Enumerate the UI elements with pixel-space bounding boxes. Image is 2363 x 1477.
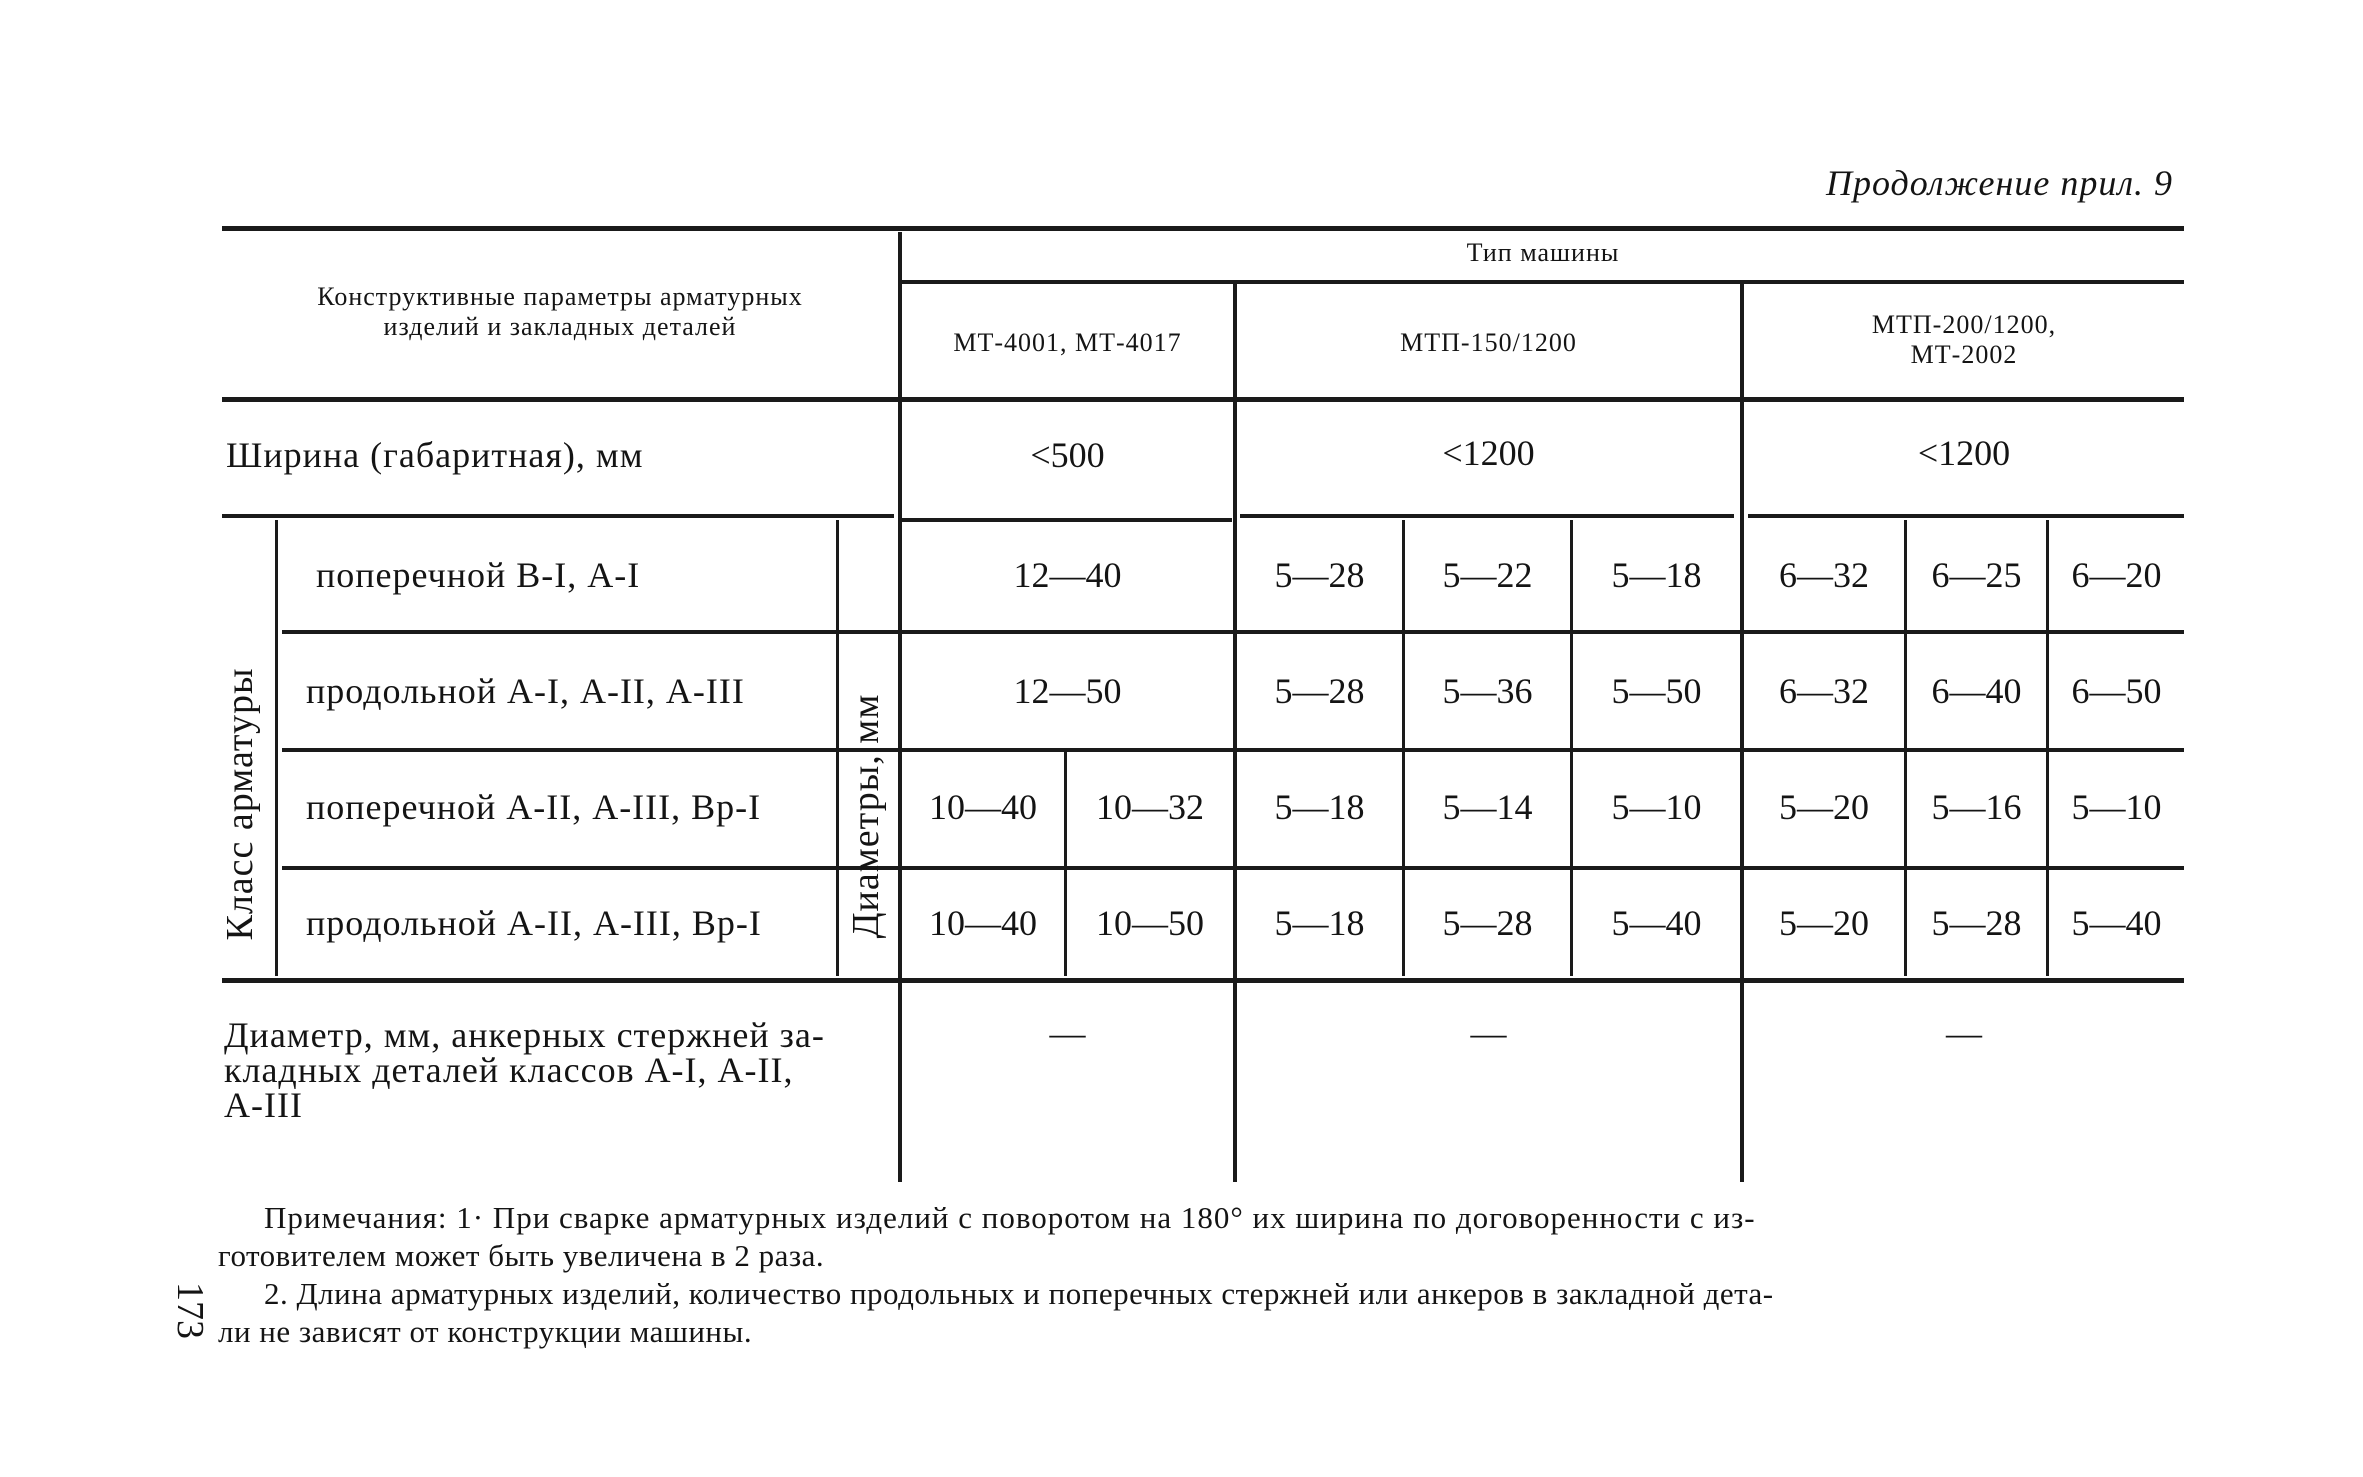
note-line: ли не зависят от конструкции машины. — [218, 1314, 753, 1349]
width-value-mtp150: <1200 — [1442, 433, 1535, 473]
table-cell: 5—28 — [1274, 671, 1365, 711]
row-label: продольной А-II, А-III, Вр-I — [306, 903, 762, 943]
table-top-rule — [222, 226, 2184, 231]
table-cell: 10—50 — [1096, 903, 1204, 943]
table-cell: 12—40 — [1013, 555, 1122, 595]
table-cell: 5—20 — [1779, 903, 1869, 943]
table-cell: 6—25 — [1931, 555, 2022, 595]
table-cell: 12—50 — [1013, 671, 1122, 711]
table-cell: 5—16 — [1931, 787, 2022, 827]
machine-header-mtp200 — [1744, 310, 2184, 370]
anchor-value-mtp200: — — [1946, 1013, 1982, 1053]
anchor-value-mt4001: — — [1049, 1013, 1086, 1053]
table-cell: 10—40 — [929, 903, 1037, 943]
width-value-mt4001: <500 — [1030, 435, 1105, 475]
header-bottom-rule — [222, 397, 2184, 402]
table-cell: 5—40 — [2071, 903, 2162, 943]
width-row-rule-c — [1748, 514, 2184, 518]
rows-bottom-rule — [222, 978, 2184, 983]
param-header-line: Конструктивные параметры арматурных — [317, 282, 803, 311]
table-cell: 5—18 — [1274, 903, 1365, 943]
table-cell: 5—28 — [1274, 555, 1365, 595]
machine-header-line: МТП-150/1200 — [1400, 328, 1577, 357]
note-line: готовителем может быть увеличена в 2 раза. — [218, 1238, 825, 1273]
diameters-label: Диаметры, мм — [845, 693, 887, 939]
machine-header-mt4001 — [902, 328, 1233, 358]
note-line: 2. Длина арматурных изделий, количество продольных и поперечных стержней или анкеров в закладной дета- — [264, 1276, 1774, 1311]
table-cell: 6—50 — [2071, 671, 2162, 711]
width-row-label: Ширина (габаритная), мм — [226, 435, 644, 475]
table-cell: 5—18 — [1611, 555, 1702, 595]
machine-type-rule — [902, 280, 2184, 284]
table-cell: 5—18 — [1274, 787, 1365, 827]
anchor-row-label-line: Диаметр, мм, анкерных стержней за- — [224, 1015, 825, 1055]
machine-header-line: МТ-4001, МТ-4017 — [953, 328, 1182, 357]
note-line: Примечания: 1· При сварке арматурных изделий с поворотом на 180° их ширина по договоренности с из- — [264, 1200, 1756, 1235]
anchor-value-mtp150: — — [1470, 1013, 1507, 1053]
anchor-row-label-line: А-III — [224, 1085, 303, 1125]
table-cell: 10—32 — [1096, 787, 1204, 827]
machine-header-mtp150 — [1237, 328, 1740, 358]
table-cell: 5—40 — [1611, 903, 1702, 943]
page-caption: Продолжение прил. 9 — [1826, 163, 2174, 203]
param-header-line: изделий и закладных деталей — [383, 312, 737, 341]
table-cell: 5—50 — [1611, 671, 1702, 711]
table-cell: 6—40 — [1931, 671, 2022, 711]
machine-header-line: МТ-2002 — [1910, 340, 2018, 369]
table-cell: 5—10 — [1611, 787, 1702, 827]
table-cell: 6—32 — [1779, 555, 1869, 595]
row-label: поперечной А-II, А-III, Вр-I — [306, 787, 762, 827]
machine-header-line: МТП-200/1200, — [1871, 310, 2057, 339]
table-cell: 5—10 — [2071, 787, 2162, 827]
table-cell: 5—28 — [1442, 903, 1533, 943]
table-cell: 5—28 — [1931, 903, 2022, 943]
anchor-row-label-line: кладных деталей классов А-I, А-II, — [224, 1050, 794, 1090]
table-cell: 5—14 — [1442, 787, 1533, 827]
table-cell: 5—36 — [1442, 671, 1533, 711]
diameter-column-divider — [836, 520, 839, 976]
param-header — [222, 282, 898, 342]
width-row-rule-left — [222, 514, 894, 518]
table-cell: 6—20 — [2071, 555, 2162, 595]
width-row-rule-a — [902, 518, 1232, 522]
width-row-rule-b — [1240, 514, 1734, 518]
class-column-divider — [275, 520, 278, 976]
page-number: 173 — [169, 1282, 211, 1339]
table-cell: 6—32 — [1779, 671, 1869, 711]
table-cell: 5—20 — [1779, 787, 1869, 827]
anchor-row-label — [224, 1015, 825, 1125]
table-cell: 5—22 — [1442, 555, 1533, 595]
width-value-mtp200: <1200 — [1917, 433, 2011, 473]
table-cell: 10—40 — [929, 787, 1037, 827]
reinforcement-class-label: Класс арматуры — [219, 667, 261, 941]
machine-type-header: Тип машины — [1466, 238, 1620, 267]
row-label: продольной А-I, А-II, А-III — [306, 671, 745, 711]
row-label: поперечной В-I, А-I — [316, 555, 641, 595]
